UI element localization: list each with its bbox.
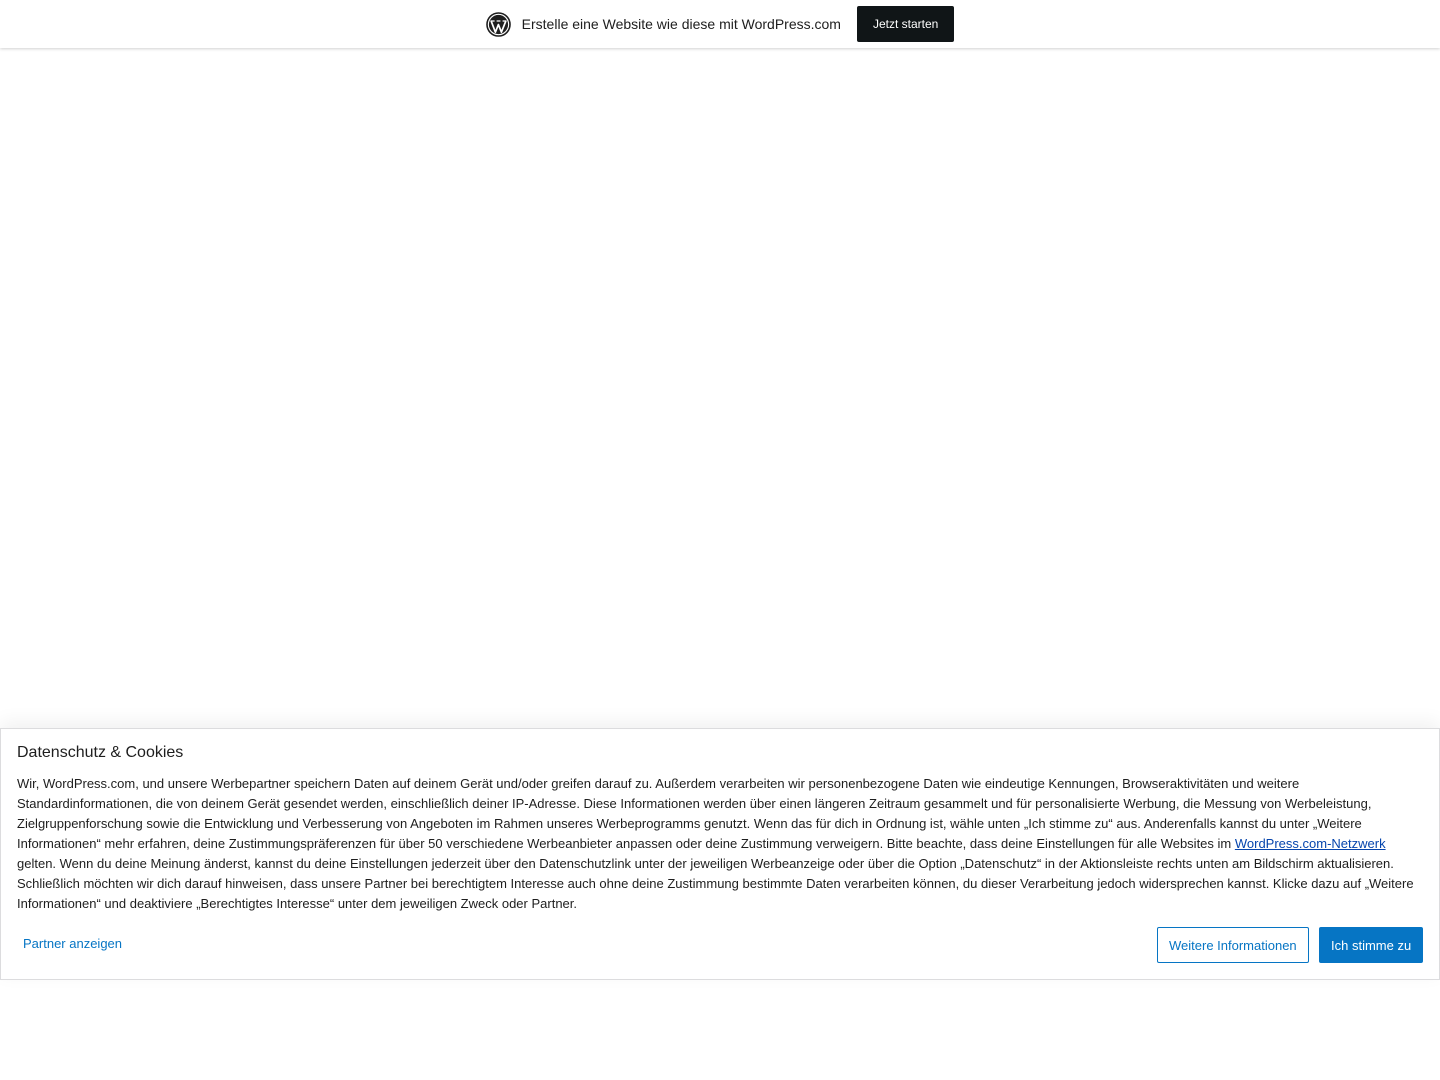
promo-text[interactable]: Erstelle eine Website wie diese mit WordPress.com xyxy=(521,16,841,32)
consent-text-part-2: gelten. Wenn du deine Meinung änderst, kannst du deine Einstellungen jederzeit über den Datenschutzlink unter der jeweiligen Werbeanzeige oder über die Option „Datenschutz“ in der Aktionsleiste rechts unten am Bildschirm aktualisieren. Schließlich möchten wir dich darauf hinweisen, dass unsere Partner bei berechtigtem Interesse auch ohne deine Zustimmung bestimmte Daten verarbeiten können, du dieser Verarbeitung jedoch widersprechen kannst. Klicke dazu auf „Weitere Informationen“ und deaktiviere „Berechtigtes Interesse“ unter dem jeweiligen Zweck oder Partner. xyxy=(17,856,1414,911)
get-started-button[interactable]: Jetzt starten xyxy=(857,6,954,42)
show-partners-link[interactable]: Partner anzeigen xyxy=(23,936,123,951)
consent-title: Datenschutz & Cookies xyxy=(17,744,184,761)
page-content-area xyxy=(0,50,1440,728)
consent-description xyxy=(17,774,1422,914)
page-bottom-area xyxy=(0,980,1440,1080)
agree-button[interactable]: Ich stimme zu xyxy=(1319,927,1423,963)
more-information-button[interactable]: Weitere Informationen xyxy=(1157,927,1309,963)
wpcom-network-link[interactable]: WordPress.com-Netzwerk xyxy=(1234,836,1386,851)
cookie-consent-banner xyxy=(0,728,1440,980)
wordpress-logo-icon[interactable] xyxy=(486,12,511,37)
consent-actions xyxy=(1,927,1439,963)
consent-text-part-1: Wir, WordPress.com, und unsere Werbepartner speichern Daten auf deinem Gerät und/oder greifen darauf zu. Außerdem verarbeiten wir personenbezogene Daten wie eindeutige Kennungen, Browseraktivitäten und weitere Standardinformationen, die von deinem Gerät gesendet werden, einschließlich deiner IP-Adresse. Diese Informationen werden über einen längeren Zeitraum gesammelt und für personalisierte Werbung, die Messung von Werbeleistung, Zielgruppenforschung sowie die Entwicklung und Verbesserung von Angeboten im Rahmen unseres Werbeprogramms genutzt. Wenn das für dich in Ordnung ist, wähle unten „Ich stimme zu“ aus. Anderenfalls kannst du unter „Weitere Informationen“ mehr erfahren, deine Zustimmungspräferenzen für über 50 verschiedene Werbeanbieter anpassen oder deine Zustimmung verweigern. Bitte beachte, dass deine Einstellungen für alle Websites im xyxy=(17,776,1372,851)
promo-bar-content xyxy=(486,0,955,48)
wpcom-promo-bar xyxy=(0,0,1440,48)
